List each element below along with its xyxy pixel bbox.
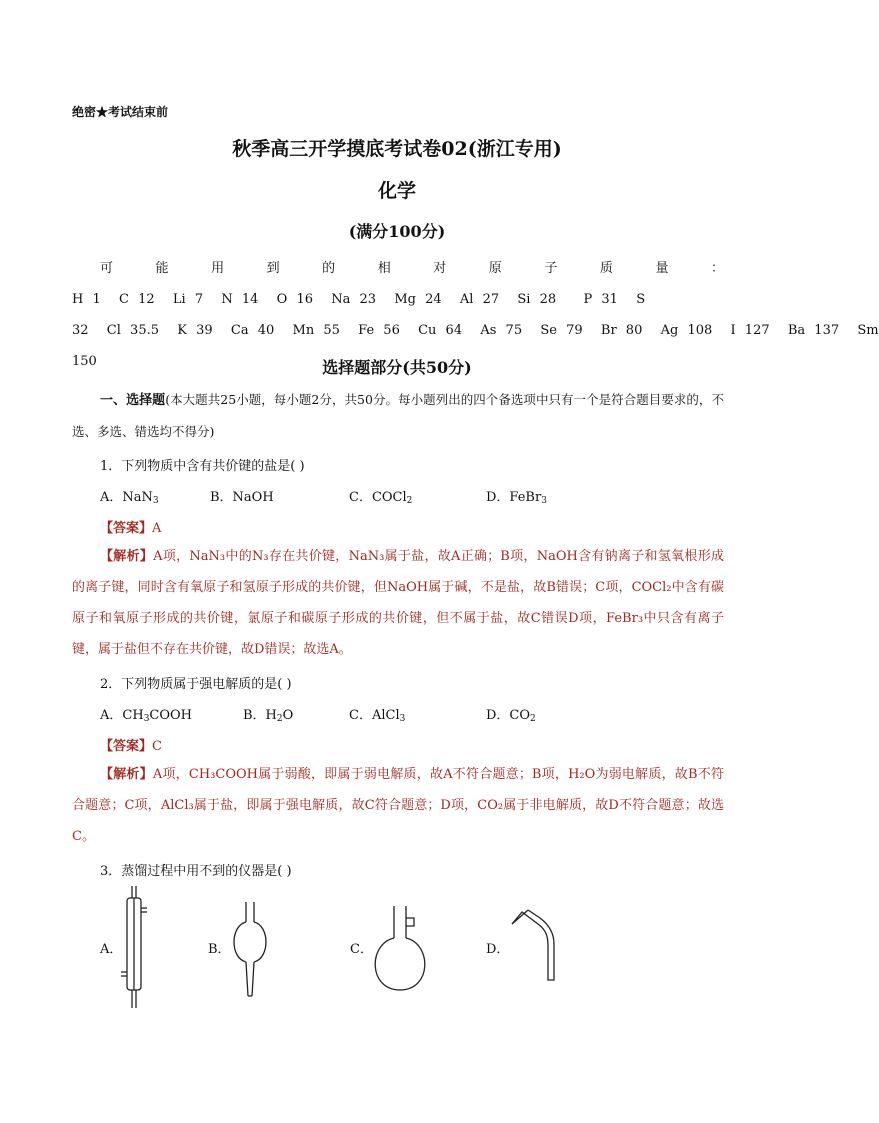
q3-option-c-label: C． [350,942,373,957]
condenser-icon [116,884,152,1012]
q2-explanation: 【解析】A项，CH₃COOH属于弱酸，即属于弱电解质，故A不符合题意；B项，H₂O为弱电解质，故B不符合题意；C项，AlCl₃属于盐，即属于强电解质，故C符合题意；D项，CO₂属于非电解质，故D不符合题意；故选C。 [72,767,724,844]
distillation-flask-icon [366,904,442,992]
section-title: 选择题部分(共50分) [322,358,472,377]
q3-stem: 3．蒸馏过程中用不到的仪器是( ) [100,864,292,879]
subject-title: 化学 [377,180,416,202]
full-score: (满分100分) [348,222,446,241]
q2-option-a: A．$CH_3COOH$ [100,708,193,724]
q3-option-a-label: A． [100,942,123,957]
atomic-masses-line2: 32 Cl 35.5 K 39 Ca 40 Mn 55 Fe 56 Cu 64 As 75 Se 79 Br 80 Ag 108 I 127 Ba 137 Sm [72,323,879,338]
q1-option-b: B．NaOH [210,490,274,505]
q2-option-c: C．AlCl$_3$ [349,708,406,724]
instructions-text: (本大题共25小题，每小题2分，共50分。每小题列出的四个备选项中只有一个是符合题目要求的，不选、多选、错选均不得分) [72,392,724,439]
q2-answer: 【答案】C [100,739,162,754]
q1-option-d: D．FeBr$_3$ [486,490,547,506]
atomic-masses-line1: H 1 C 12 Li 7 N 14 O 16 Na 23 Mg 24 Al 27 Si 28 P 31 S [72,292,646,307]
confidential-label: 绝密★考试结束前 [72,105,169,119]
bent-adapter-icon [508,908,558,984]
separatory-funnel-icon [228,900,272,1000]
atomic-masses-line3: 150 [72,354,97,369]
exam-title: 秋季高三开学摸底考试卷02(浙江专用) [232,138,562,160]
q2-option-d: D．$CO_2$ [486,708,536,724]
q1-answer: 【答案】A [100,521,162,536]
q1-option-c: C．COCl$_2$ [349,490,413,506]
section-instructions [72,384,724,447]
q2-stem: 2．下列物质属于强电解质的是( ) [100,677,292,692]
q1-stem: 1．下列物质中含有共价键的盐是( ) [100,459,305,474]
part-label: 一、选择题 [100,393,166,408]
q3-option-b-label: B． [208,942,231,957]
atomic-masses-label: 可能用到的相对原子质量： [100,261,724,276]
q1-explanation: 【解析】A项，NaN₃中的N₃存在共价键，NaN₃属于盐，故A正确；B项，NaOH含有钠离子和氢氧根形成的离子键，同时含有氧原子和氢原子形成的共价键，但NaOH属于碱，不是盐，故B错误；C项，COCl₂中含有碳原子和氧原子形成的共价键，氯原子和碳原子形成的共价键，但不属于盐，故C错误D项，FeBr₃中只含有离子键，属于盐但不存在共价键，故D错误；故选A。 [72,549,724,657]
q3-option-d-label: D． [486,942,510,957]
q2-option-b: B．$H_2O$ [243,708,294,724]
q1-option-a: A．NaN$_3$ [100,490,159,506]
